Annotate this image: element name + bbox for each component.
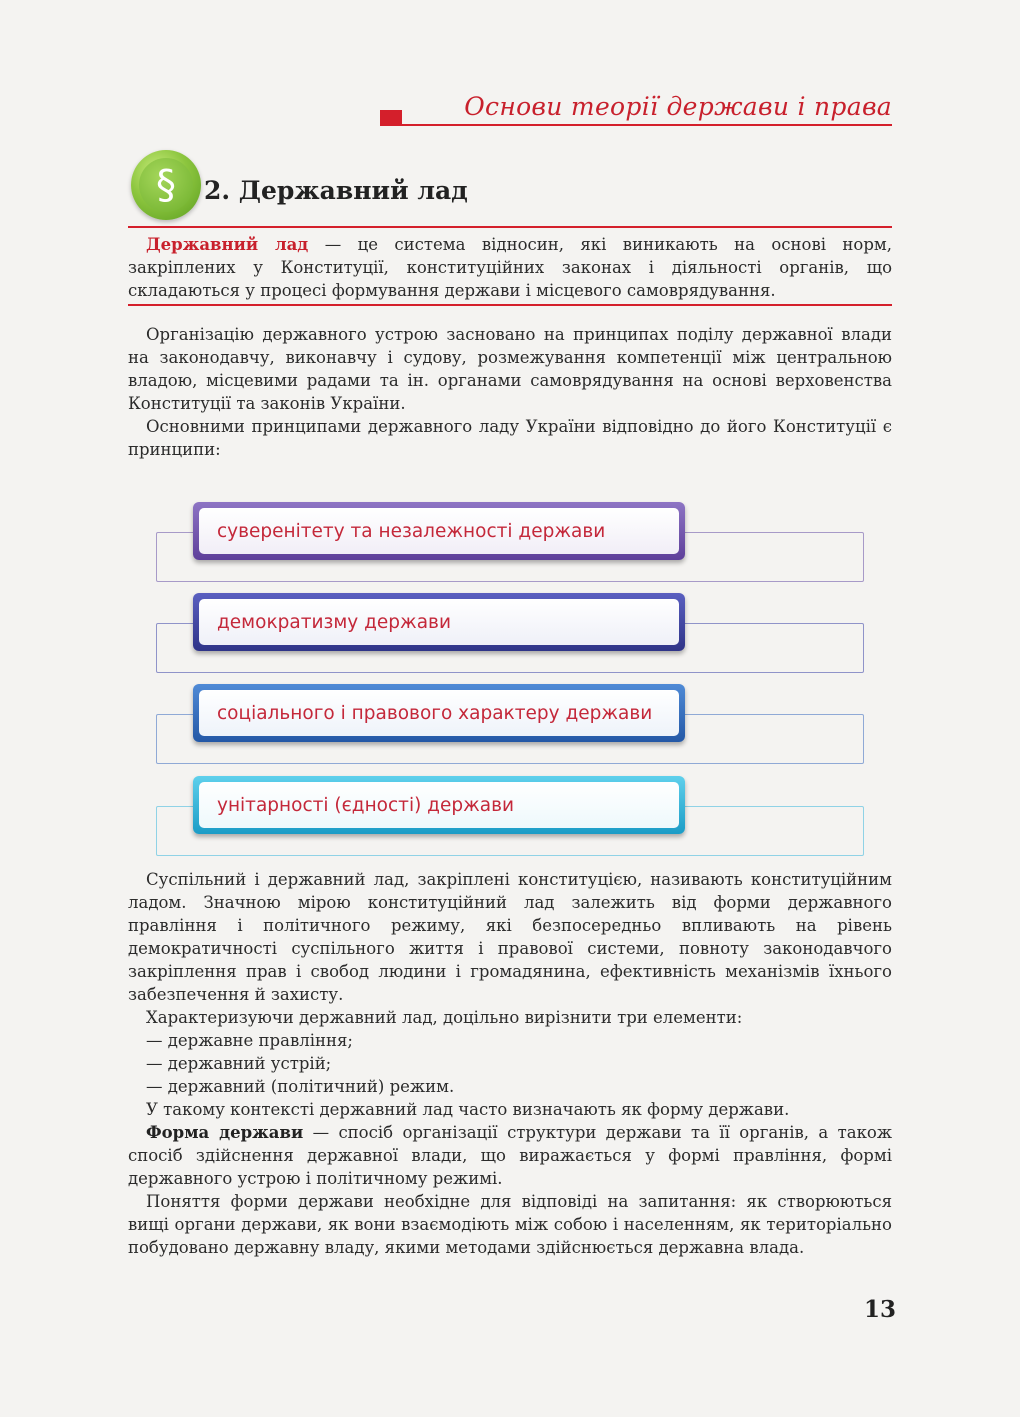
form-definition-text: — спосіб організації структури держави та її органів, а також спосіб здійснення державної влади, що виражається у формі правління, формі державного устрою і політичному режимі. [128,1123,892,1188]
paragraph-sign-icon [131,150,201,220]
intro-paragraph-2: Основними принципами державного ладу України відповідно до його Конституції є принципи: [128,417,892,459]
after-list-paragraph: У такому контексті державний лад часто визначають як форму держави. [146,1100,790,1119]
principle-face [199,782,679,828]
form-definition-term: Форма держави [146,1123,304,1142]
page-number: 13 [863,1296,896,1323]
principle-label: суверенітету та незалежності держави [217,520,606,542]
principle-box [193,502,685,560]
definition-bottom-rule [128,304,892,306]
list-item: — державне правління; [146,1031,353,1050]
principle-label: соціального і правового характеру держави [217,702,653,724]
principle-label: унітарності (єдності) держави [217,794,515,816]
paragraph-sign-glyph: § [139,158,193,212]
principle-box [193,593,685,651]
list-item: — державний устрій; [146,1054,332,1073]
principle-box [193,684,685,742]
principle-face [199,690,679,736]
body-paragraph-2: Характеризуючи державний лад, доцільно вирізнити три елементи: [146,1008,743,1027]
section-title: 2. Державний лад [204,176,468,205]
principle-label: демократизму держави [217,611,451,633]
body-paragraph-1: Суспільний і державний лад, закріплені конституцією, називають конституційним ладом. Значною мірою конституційний лад залежить від форми державного правління і політичного режиму, які безпосередньо впливають на рівень демократичності суспільного життя і правової системи, повноту законодавчого закріплення прав і свобод людини і громадянина, ефективність механізмів їхнього забезпечення й захисту. [128,870,892,1004]
principle-face [199,508,679,554]
list-item: — державний (політичний) режим. [146,1077,455,1096]
principle-box [193,776,685,834]
definition-top-rule [128,226,892,228]
intro-paragraph-1: Організацію державного устрою засновано на принципах поділу державної влади на законодавчу, виконавчу і судову, розмежування компетенції між центральною владою, місцевими радами та ін. органами самоврядування на основі верховенства Конституції та законів України. [128,325,892,413]
principle-face [199,599,679,645]
definition-paragraph [128,233,892,302]
header-rule [380,124,892,126]
form-definition-paragraph [128,1121,892,1190]
definition-text: — це система відносин, які виникають на основі норм, закріплених у Конституції, конституційних законах і діяльності органів, що складаються у процесі формування держави і місцевого самоврядування. [128,235,892,300]
closing-paragraph: Поняття форми держави необхідне для відповіді на запитання: як створюються вищі органи держави, як вони взаємодіють між собою і населенням, як територіально побудовано державну владу, якими методами здійснюється державна влада. [128,1192,892,1257]
running-title: Основи теорії держави і права [464,92,892,121]
definition-term: Державний лад [146,235,309,254]
header-accent-mark [380,110,402,125]
